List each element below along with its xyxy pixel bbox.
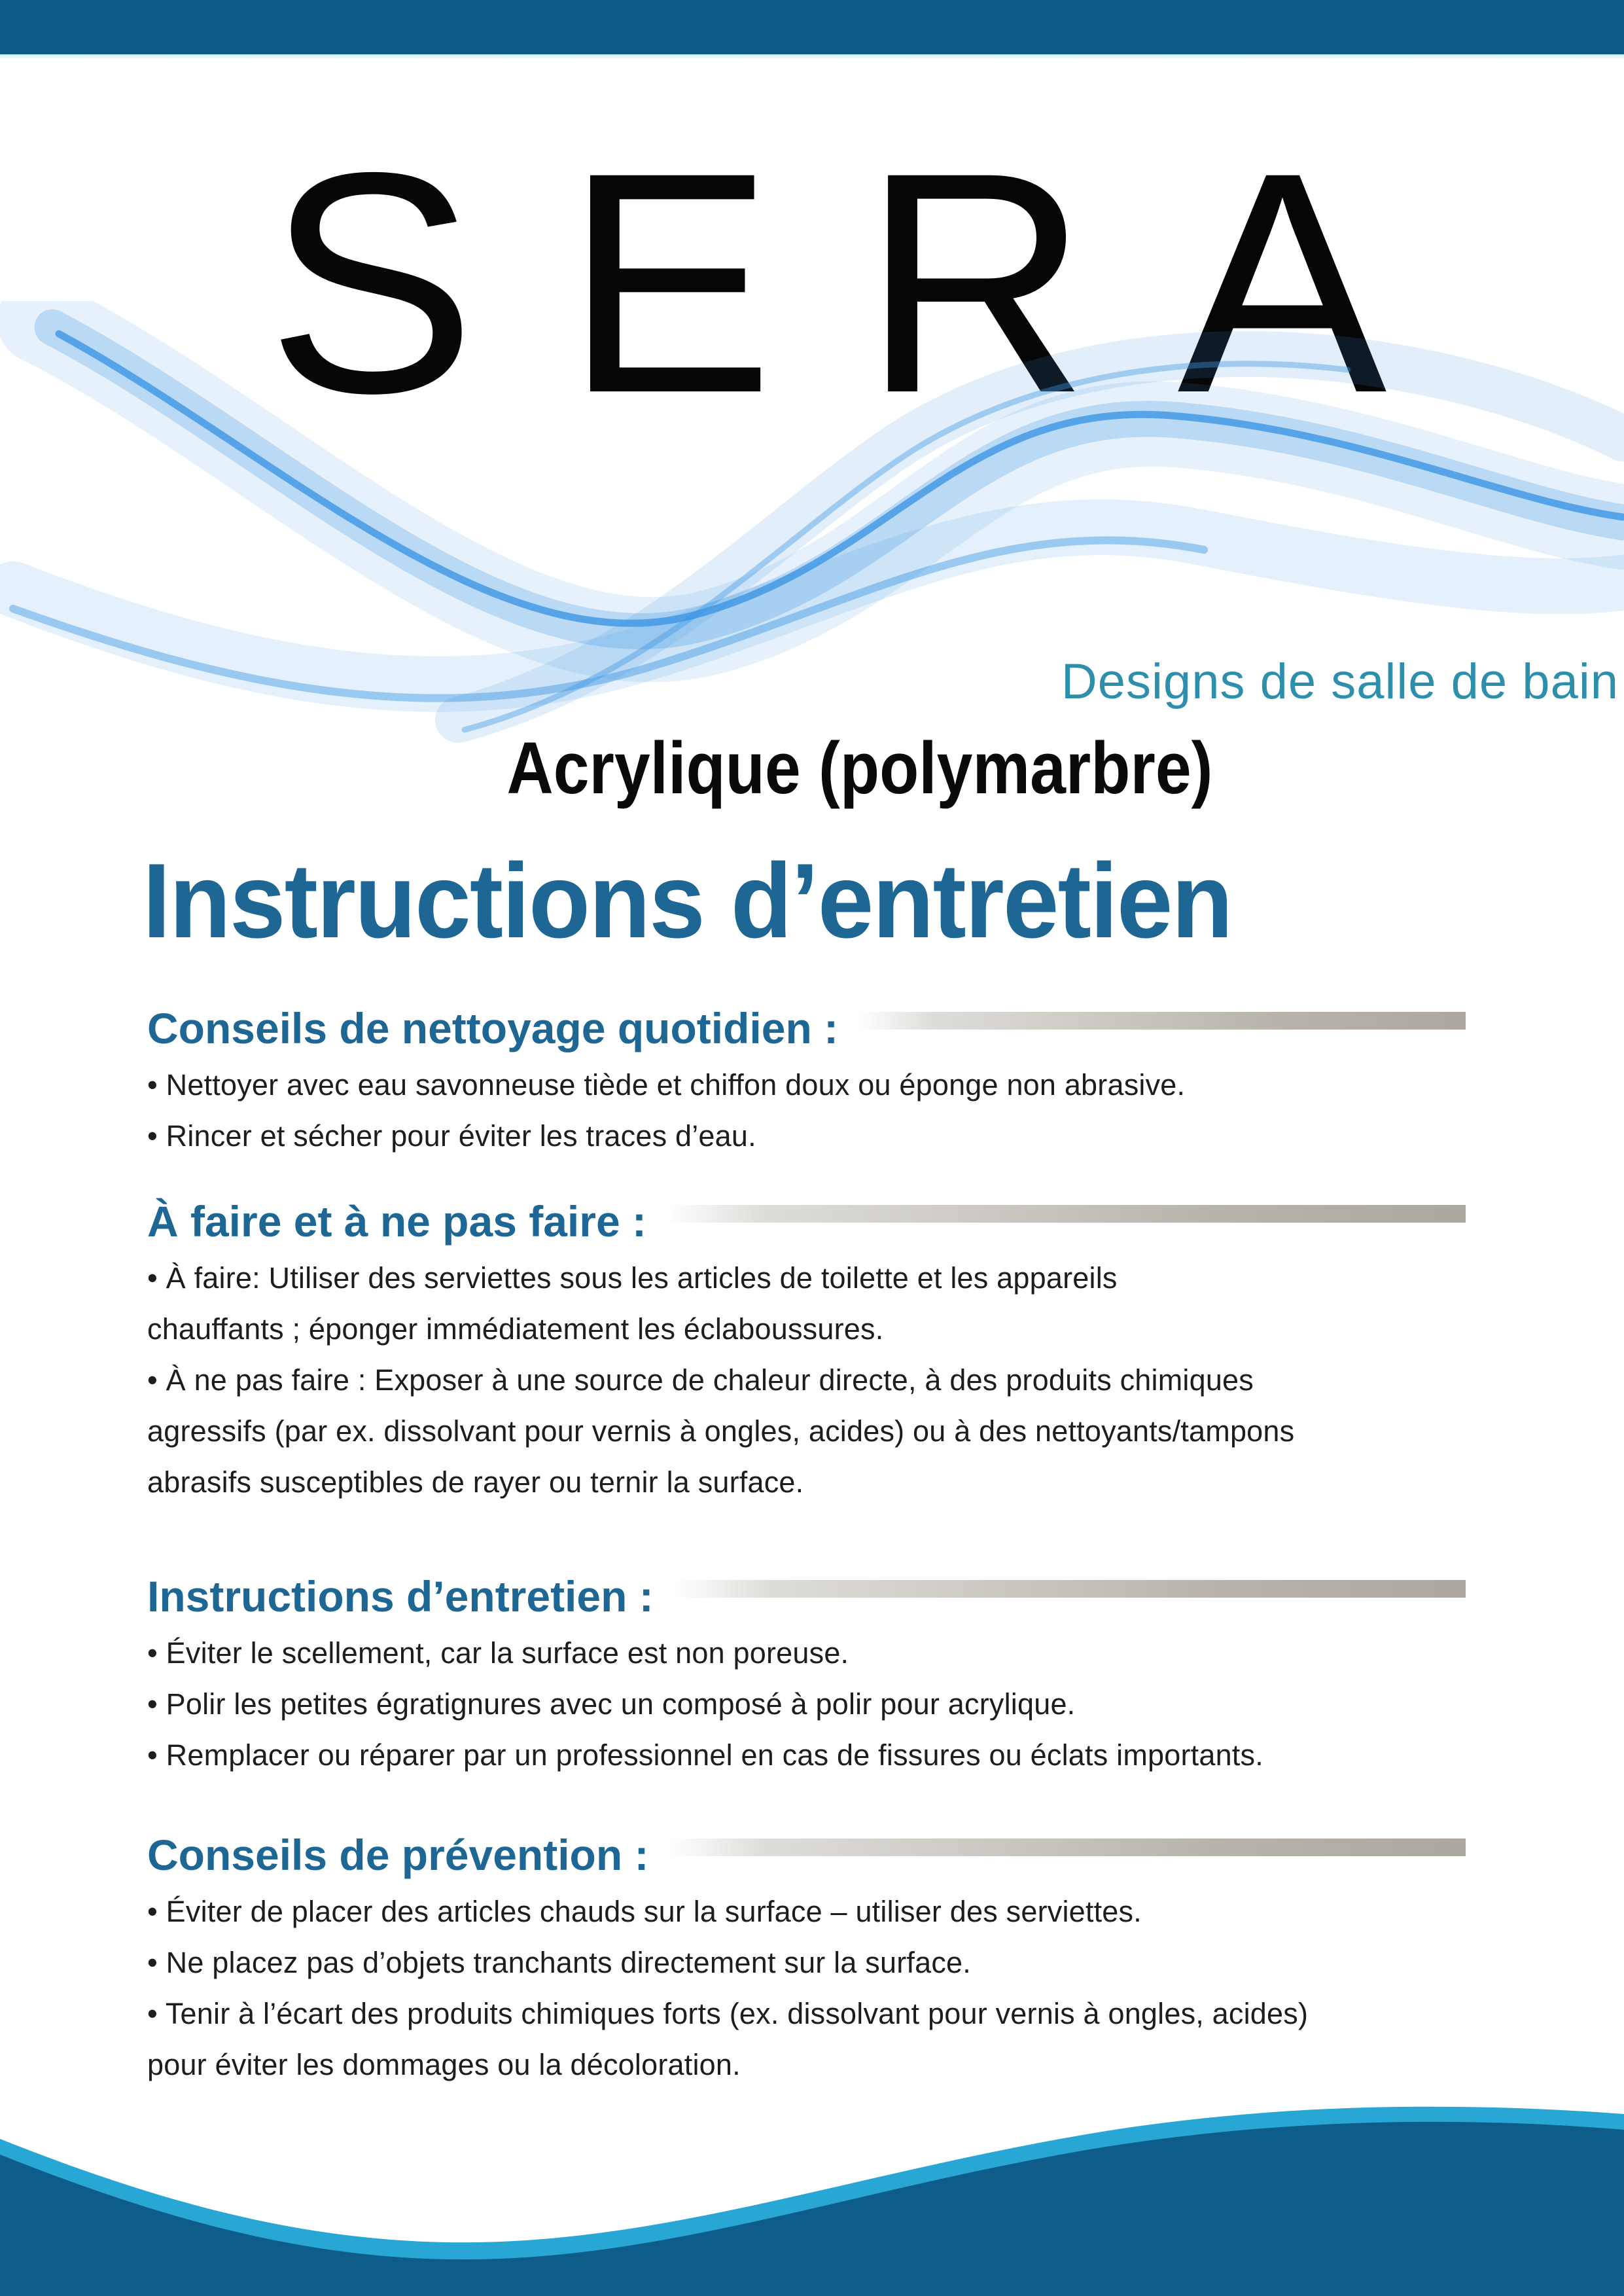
section-title: Instructions d’entretien : xyxy=(147,1572,654,1621)
section-title: Conseils de prévention : xyxy=(147,1831,649,1879)
footer-wave-icon xyxy=(0,2093,1624,2296)
bullet-line: • Nettoyer avec eau savonneuse tiède et chiffon doux ou éponge non abrasive. xyxy=(147,1068,1186,1102)
section-daily-cleaning xyxy=(147,1003,1466,1162)
bullet-list xyxy=(147,1060,1466,1162)
top-bar-glow xyxy=(0,54,1624,60)
section-title: Conseils de nettoyage quotidien : xyxy=(147,1004,839,1052)
section-header xyxy=(147,1003,1466,1054)
bullet-line: • À ne pas faire : Exposer à une source de chaleur directe, à des produits chimiques xyxy=(147,1363,1254,1397)
bullet-line: • Remplacer ou réparer par un professionnel en cas de fissures ou éclats importants. xyxy=(147,1738,1263,1772)
section-header xyxy=(147,1829,1466,1881)
bullet-line: agressifs (par ex. dissolvant pour vernis à ongles, acides) ou à des nettoyants/tampons xyxy=(147,1414,1295,1448)
page-title: Instructions d’entretien xyxy=(143,842,1232,960)
section-dos-donts xyxy=(147,1196,1466,1508)
section-header xyxy=(147,1571,1466,1623)
bullet-line: • Rincer et sécher pour éviter les traces d’eau. xyxy=(147,1119,756,1153)
material-subtitle: Acrylique (polymarbre) xyxy=(506,727,1213,809)
bullet-line: • Polir les petites égratignures avec un composé à polir pour acrylique. xyxy=(147,1687,1076,1721)
section-rule xyxy=(667,1205,1466,1223)
section-rule xyxy=(669,1839,1466,1856)
bullet-line: • Éviter le scellement, car la surface est non poreuse. xyxy=(147,1636,849,1670)
section-rule xyxy=(859,1012,1466,1030)
bullet-list xyxy=(147,1886,1466,2090)
bullet-line: • À faire: Utiliser des serviettes sous les articles de toilette et les appareils xyxy=(147,1261,1118,1295)
section-rule xyxy=(675,1580,1466,1598)
bullet-line: abrasifs susceptibles de rayer ou ternir la surface. xyxy=(147,1465,804,1499)
section-title: À faire et à ne pas faire : xyxy=(147,1197,646,1246)
top-bar xyxy=(0,0,1624,54)
bullet-list xyxy=(147,1628,1466,1781)
brand-tagline: Designs de salle de bain xyxy=(1061,654,1619,709)
bullet-line: pour éviter les dommages ou la décoloration. xyxy=(147,2048,741,2082)
section-header xyxy=(147,1196,1466,1247)
bullet-line: chauffants ; éponger immédiatement les éclaboussures. xyxy=(147,1312,884,1346)
section-prevention xyxy=(147,1829,1466,2090)
bullet-line: • Éviter de placer des articles chauds sur la surface – utiliser des serviettes. xyxy=(147,1895,1142,1929)
section-maintenance xyxy=(147,1571,1466,1781)
bullet-line: • Tenir à l’écart des produits chimiques forts (ex. dissolvant pour vernis à ongles, acides) xyxy=(147,1997,1309,2031)
bullet-list xyxy=(147,1253,1466,1508)
brand-logo: SERA xyxy=(266,107,1475,458)
bullet-line: • Ne placez pas d’objets tranchants directement sur la surface. xyxy=(147,1946,971,1980)
